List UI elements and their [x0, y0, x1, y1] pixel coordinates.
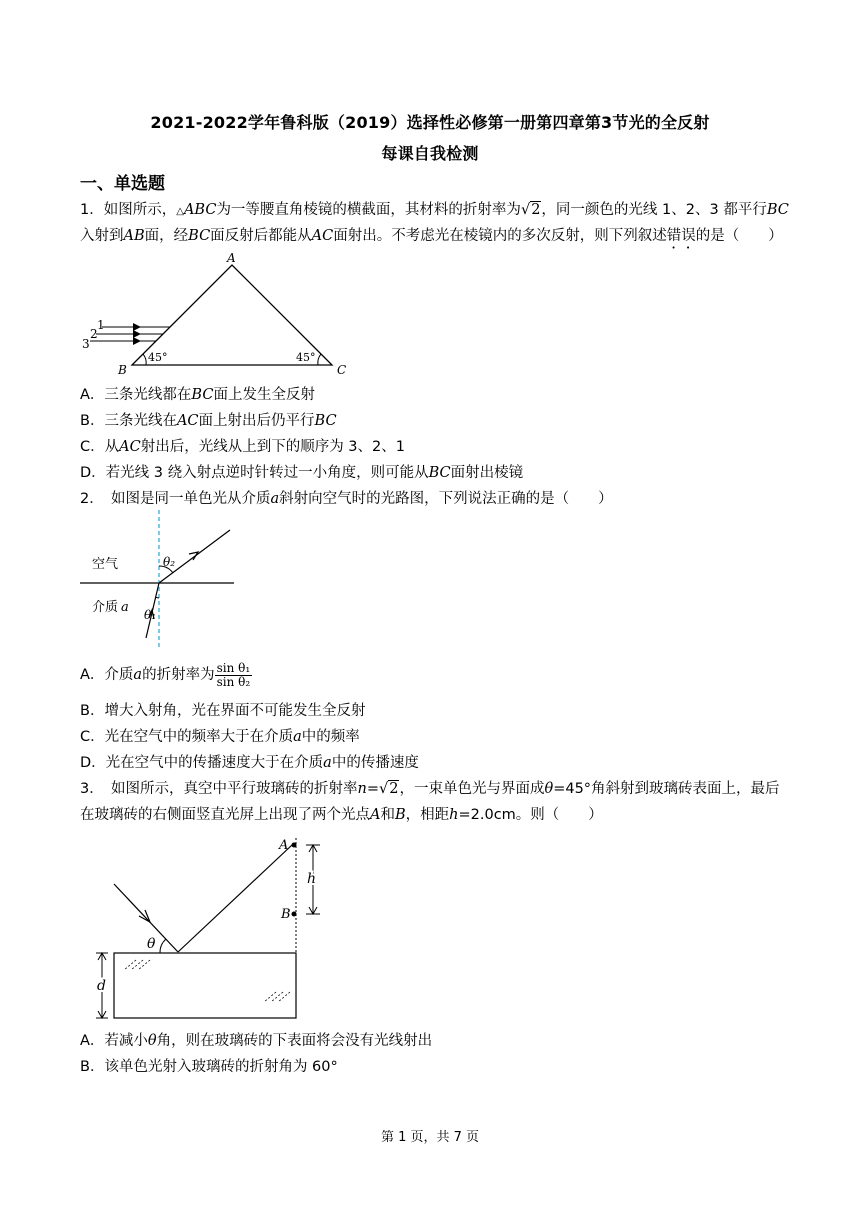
document-title: 2021-2022学年鲁科版（2019）选择性必修第一册第四章第3节光的全反射 [150, 113, 710, 132]
q1-ac: AC [311, 228, 334, 244]
q2-stem-text: 2． 如图是同一单色光从介质 [80, 491, 271, 507]
h-label: h [307, 871, 317, 887]
q3-stem-text: ，相距 [405, 807, 450, 823]
q1-stem-text: 为一等腰直角棱镜的横截面，其材料的折射率为 [216, 202, 521, 218]
option-text: 若减小 [104, 1033, 148, 1049]
point-a-label: A [279, 838, 289, 853]
vertex-a-label: A [227, 251, 236, 265]
option-text: 该单色光射入玻璃砖的折射角为 60° [104, 1059, 338, 1075]
option-label: C． [80, 729, 105, 745]
point-b-symbol: B [394, 807, 406, 823]
ray-2-label: 2 [90, 327, 98, 341]
h-symbol: h [449, 807, 459, 823]
option-symbol: BC [314, 413, 337, 429]
reflected-beam [178, 845, 292, 952]
air-label: 空气 [92, 557, 119, 572]
vertex-c-label: C [337, 363, 347, 377]
angle-c-arc [318, 354, 321, 365]
option-symbol: AC [176, 413, 199, 429]
option-label: B． [80, 1059, 105, 1075]
fraction-numerator: sin θ₁ [216, 660, 251, 675]
q1-option-d[interactable] [80, 461, 523, 482]
q3-stem-text: 和 [380, 807, 395, 823]
option-text: 中的传播速度 [331, 755, 419, 771]
option-symbol: AC [119, 439, 141, 455]
option-label: A． [80, 387, 105, 403]
sqrt-radicand: 2 [531, 202, 541, 218]
point-a-dot [292, 843, 297, 848]
q3-stem-text: 3． 如图所示，真空中平行玻璃砖的折射率 [80, 781, 358, 797]
q1-stem-text: 的是（ ） [695, 228, 783, 244]
option-text: 三条光线在 [104, 413, 177, 429]
option-text: 中的频率 [301, 729, 360, 745]
equals-sign: = [366, 781, 379, 797]
q1-option-c[interactable] [80, 435, 405, 456]
q1-stem-text: 面反射后都能从 [210, 228, 312, 244]
q1-stem-text: 入射到 [80, 228, 124, 244]
incident-beam [114, 884, 178, 952]
point-b-label: B [281, 907, 291, 922]
option-label: C． [80, 439, 105, 455]
q3-stem-text: 在玻璃砖的右侧面竖直光屏上出现了两个光点 [80, 807, 370, 823]
q1-option-a[interactable] [80, 383, 315, 404]
option-text: 面射出棱镜 [450, 465, 524, 481]
q1-stem-line1 [80, 198, 789, 219]
theta1-label: θ₁ [144, 608, 157, 622]
option-label: B． [80, 703, 105, 719]
option-symbol: BC [191, 387, 214, 403]
theta-label: θ [147, 936, 156, 952]
angle-c-label: 45° [296, 351, 316, 364]
option-text: 光在空气中的频率大于在介质 [104, 729, 294, 745]
prism-figure [80, 250, 360, 378]
option-text: 射出后，光线从上到下的顺序为 3、2、1 [140, 439, 405, 455]
theta-symbol: θ [544, 781, 554, 797]
refracted-arrow [189, 552, 198, 560]
option-label: B． [80, 413, 105, 429]
q3-option-b[interactable] [80, 1055, 338, 1076]
option-text: 增大入射角，光在界面不可能发生全反射 [104, 703, 366, 719]
q1-stem-text: 1．如图所示， [80, 202, 177, 218]
medium-a-symbol: a [270, 491, 280, 507]
q3-stem-line2 [80, 803, 603, 824]
angle-b-arc [143, 354, 146, 365]
ray-3-label: 3 [82, 337, 90, 351]
option-symbol: a [293, 729, 302, 745]
d-label: d [97, 978, 106, 994]
option-label: D． [80, 755, 106, 771]
q2-stem-text: 斜射向空气时的光路图，下列说法正确的是（ ） [279, 491, 613, 507]
section-heading: 一、单选题 [80, 174, 165, 194]
q3-stem-text: =45°角斜射到玻璃砖表面上，最后 [553, 781, 780, 797]
q1-bc: BC [766, 202, 789, 218]
q1-stem-line2 [80, 224, 783, 252]
q3-option-a[interactable] [80, 1029, 432, 1050]
prism-triangle [132, 265, 332, 365]
angle-b-label: 45° [148, 351, 168, 364]
option-symbol: a [133, 667, 143, 683]
option-symbol: a [323, 755, 332, 771]
q2-option-b[interactable] [80, 699, 365, 720]
point-a-symbol: A [370, 807, 381, 823]
q1-ab: AB [123, 228, 145, 244]
option-text: 角，则在玻璃砖的下表面将会没有光线射出 [156, 1033, 433, 1049]
q2-option-c[interactable] [80, 725, 360, 746]
q2-option-d[interactable] [80, 751, 419, 772]
q2-stem [80, 487, 613, 508]
option-text: 面上射出后仍平行 [198, 413, 315, 429]
q3-stem-line1 [80, 777, 780, 798]
option-text: 面上发生全反射 [213, 387, 315, 403]
sin-ratio-fraction [215, 662, 253, 689]
option-label: A． [80, 667, 105, 683]
q1-abc: ABC [183, 202, 217, 218]
option-label: A． [80, 1033, 105, 1049]
q1-stem-text: ，同一颜色的光线 1、2、3 都平行 [541, 202, 767, 218]
medium-label: 介质 [92, 600, 119, 615]
ray-1-label: 1 [97, 318, 105, 332]
option-text: 三条光线都在 [104, 387, 192, 403]
glass-slab-figure [80, 830, 340, 1022]
document-subtitle: 每课自我检测 [381, 144, 479, 163]
triangle-symbol: △ [176, 206, 184, 217]
theta-arc [160, 939, 166, 953]
option-label: D． [80, 465, 106, 481]
refraction-figure [80, 510, 240, 650]
q2-option-a[interactable] [80, 660, 252, 690]
q3-stem-text: =2.0cm。则（ ） [458, 807, 603, 823]
emphasized-word: 错误 [666, 228, 696, 244]
glass-slab [114, 953, 296, 1018]
option-text: 的折射率为 [142, 667, 215, 683]
option-text: 介质 [104, 667, 134, 683]
sqrt-radicand: 2 [389, 781, 399, 797]
page-footer: 第 1 页，共 7 页 [380, 1130, 480, 1145]
option-text: 光在空气中的传播速度大于在介质 [105, 755, 324, 771]
medium-a-label: a [121, 600, 129, 615]
q1-stem-text: 面，经 [144, 228, 189, 244]
sqrt-2: √2 [378, 781, 399, 797]
option-text: 若光线 3 绕入射点逆时针转过一小角度，则可能从 [105, 465, 429, 481]
theta2-label: θ₂ [163, 555, 176, 569]
q1-option-b[interactable] [80, 409, 337, 430]
q1-stem-text: 面射出。不考虑光在棱镜内的多次反射，则下列叙述 [333, 228, 667, 244]
fraction-denominator: sin θ₂ [216, 674, 251, 689]
sqrt-2: √2 [520, 202, 541, 218]
q3-stem-text: ，一束单色光与界面成 [399, 781, 545, 797]
q1-bc: BC [188, 228, 211, 244]
option-symbol: BC [428, 465, 451, 481]
n-symbol: n [357, 781, 367, 797]
point-b-dot [292, 912, 297, 917]
vertex-b-label: B [118, 363, 127, 377]
option-symbol: θ [147, 1033, 157, 1049]
option-text: 从 [104, 439, 120, 455]
